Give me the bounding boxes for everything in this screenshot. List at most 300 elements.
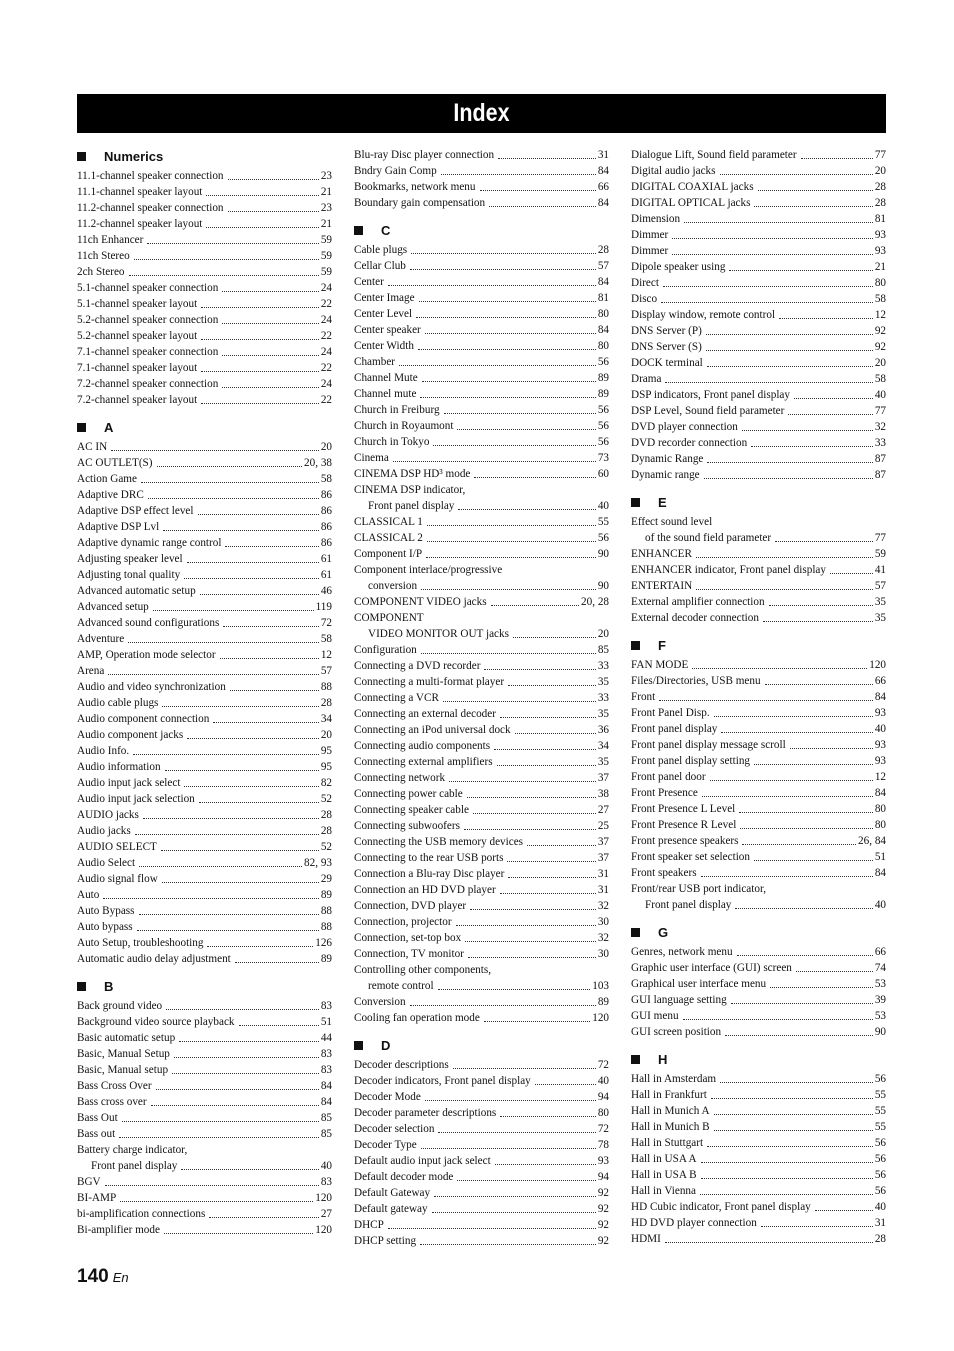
- entry-page: 53: [874, 978, 886, 990]
- entry-page: 28: [320, 697, 332, 709]
- entry-page: 30: [597, 916, 609, 928]
- dot-leader: [239, 1025, 319, 1026]
- dot-leader: [659, 700, 873, 701]
- index-entry: [354, 930, 609, 946]
- index-entry: [77, 1126, 332, 1142]
- index-entry: [354, 306, 609, 322]
- index-entry: [631, 562, 886, 578]
- dot-leader: [480, 190, 596, 191]
- entry-term: Church in Royaumont: [354, 420, 454, 432]
- dot-leader: [166, 1009, 319, 1010]
- entry-page: 51: [320, 1016, 332, 1028]
- dot-leader: [790, 748, 873, 749]
- entry-term: GUI language setting: [631, 994, 727, 1006]
- dot-leader: [796, 971, 873, 972]
- entry-page: 35: [874, 612, 886, 624]
- entry-term: Center Width: [354, 340, 414, 352]
- index-entry: [77, 1094, 332, 1110]
- dot-leader: [187, 562, 319, 563]
- entry-page: 80: [874, 819, 886, 831]
- entry-page: 82, 93: [304, 857, 332, 869]
- entry-term: ENTERTAIN: [631, 580, 693, 592]
- dot-leader: [714, 1130, 873, 1131]
- entry-page: 55: [874, 1105, 886, 1117]
- entry-page: 72: [597, 1059, 609, 1071]
- entry-page: 87: [874, 469, 886, 481]
- dot-leader: [739, 812, 873, 813]
- index-entry: [77, 1078, 332, 1094]
- dot-leader: [434, 1196, 596, 1197]
- entry-page: 92: [597, 1235, 609, 1247]
- entry-page: 33: [597, 692, 609, 704]
- dot-leader: [500, 893, 596, 894]
- dot-leader: [742, 844, 856, 845]
- entry-page: 58: [874, 293, 886, 305]
- entry-term: AMP, Operation mode selector: [77, 649, 216, 661]
- entry-term: Connecting subwoofers: [354, 820, 460, 832]
- entry-page: 58: [320, 633, 332, 645]
- index-entry: [354, 994, 609, 1010]
- dot-leader: [119, 1137, 319, 1138]
- entry-page: 53: [874, 1010, 886, 1022]
- index-entry: [631, 195, 886, 211]
- entry-page: 25: [597, 820, 609, 832]
- section-letter: F: [658, 637, 666, 653]
- entry-page: 35: [597, 708, 609, 720]
- entry-term: DNS Server (P): [631, 325, 702, 337]
- entry-term: Decoder Mode: [354, 1091, 421, 1103]
- index-entry: [631, 1024, 886, 1040]
- entry-term: conversion: [368, 580, 418, 592]
- dot-leader: [788, 414, 872, 415]
- entry-page: 40: [597, 500, 609, 512]
- entry-term: AC OUTLET(S): [77, 457, 153, 469]
- dot-leader: [696, 557, 873, 558]
- entry-page: 120: [315, 1192, 332, 1204]
- index-entry: [631, 1071, 886, 1087]
- entry-page: 40: [874, 389, 886, 401]
- index-entry: [354, 402, 609, 418]
- entry-term: of the sound field parameter: [645, 532, 772, 544]
- index-entry: [77, 1158, 332, 1174]
- dot-leader: [201, 403, 319, 404]
- dot-leader: [122, 1121, 319, 1122]
- entry-page: 83: [320, 1176, 332, 1188]
- dot-leader: [153, 610, 314, 611]
- dot-leader: [491, 605, 579, 606]
- dot-leader: [468, 957, 596, 958]
- entry-page: 20, 38: [304, 457, 332, 469]
- entry-term: 11.1-channel speaker layout: [77, 186, 203, 198]
- index-entry: [631, 403, 886, 419]
- dot-leader: [410, 1005, 596, 1006]
- entry-term: Arena: [77, 665, 105, 677]
- entry-term: ENHANCER: [631, 548, 692, 560]
- entry-page: 35: [597, 676, 609, 688]
- index-entry: [77, 1062, 332, 1078]
- entry-term: Front panel display: [91, 1160, 178, 1172]
- entry-page: 82: [320, 777, 332, 789]
- entry-page: 61: [320, 553, 332, 565]
- square-bullet-icon: [77, 982, 86, 991]
- index-entry: [77, 679, 332, 695]
- index-entry: [631, 960, 886, 976]
- index-entry: [354, 978, 609, 994]
- index-entry: [354, 354, 609, 370]
- index-entry: [631, 211, 886, 227]
- entry-page: 41: [874, 564, 886, 576]
- section-letter: E: [658, 494, 667, 510]
- entry-page: 95: [320, 761, 332, 773]
- square-bullet-icon: [631, 928, 640, 937]
- dot-leader: [181, 1169, 318, 1170]
- entry-term: 11.1-channel speaker connection: [77, 170, 224, 182]
- index-entry: [77, 248, 332, 264]
- dot-leader: [758, 190, 873, 191]
- index-entry: [77, 328, 332, 344]
- entry-page: 120: [315, 1224, 332, 1236]
- index-entry: [631, 323, 886, 339]
- dot-leader: [207, 946, 313, 947]
- entry-term: 7.2-channel speaker connection: [77, 378, 219, 390]
- dot-leader: [425, 333, 596, 334]
- entry-page: 34: [597, 740, 609, 752]
- entry-page: 60: [597, 468, 609, 480]
- dot-leader: [515, 733, 596, 734]
- dot-leader: [706, 334, 873, 335]
- entry-term: Basic automatic setup: [77, 1032, 176, 1044]
- entry-term: Adaptive DRC: [77, 489, 144, 501]
- index-entry: [354, 546, 609, 562]
- index-entry: [631, 1215, 886, 1231]
- dot-leader: [201, 339, 319, 340]
- entry-term: Default audio input jack select: [354, 1155, 491, 1167]
- entry-page: 56: [874, 1153, 886, 1165]
- entry-term: Adjusting tonal quality: [77, 569, 181, 581]
- entry-page: 80: [874, 277, 886, 289]
- entry-term: Audio signal flow: [77, 873, 158, 885]
- dot-leader: [206, 195, 318, 196]
- entry-page: 89: [320, 953, 332, 965]
- index-entry: [631, 594, 886, 610]
- entry-page: 84: [597, 276, 609, 288]
- index-entry: [631, 897, 886, 913]
- dot-leader: [484, 669, 595, 670]
- dot-leader: [720, 174, 873, 175]
- index-entry: [354, 1089, 609, 1105]
- dot-leader: [179, 1041, 319, 1042]
- index-entry: [77, 455, 332, 471]
- entry-page: 56: [874, 1169, 886, 1181]
- entry-page: 92: [874, 325, 886, 337]
- dot-leader: [779, 318, 873, 319]
- index-section: [77, 147, 332, 408]
- index-section: [631, 1050, 886, 1247]
- dot-leader: [701, 876, 873, 877]
- index-entry: [354, 466, 609, 482]
- dot-leader: [108, 674, 318, 675]
- index-section: [631, 923, 886, 1040]
- entry-page: 72: [320, 617, 332, 629]
- dot-leader: [148, 498, 319, 499]
- entry-term: HD DVD player connection: [631, 1217, 757, 1229]
- entry-page: 80: [597, 340, 609, 352]
- entry-term: Dynamic range: [631, 469, 700, 481]
- index-entry: [354, 1233, 609, 1249]
- index-entry: [77, 535, 332, 551]
- entry-term: Connecting network: [354, 772, 446, 784]
- entry-page: 23: [320, 202, 332, 214]
- entry-term: Configuration: [354, 644, 417, 656]
- index-column-3: [631, 147, 886, 1257]
- entry-page: 58: [320, 473, 332, 485]
- dot-leader: [223, 626, 319, 627]
- index-entry: [354, 1185, 609, 1201]
- dot-leader: [162, 882, 319, 883]
- index-entry: [77, 487, 332, 503]
- entry-term: Hall in Frankfurt: [631, 1089, 707, 1101]
- entry-term: Direct: [631, 277, 659, 289]
- index-entry: [77, 887, 332, 903]
- dot-leader: [105, 1185, 319, 1186]
- dot-leader: [484, 1021, 590, 1022]
- dot-leader: [135, 834, 319, 835]
- entry-page: 20: [320, 729, 332, 741]
- index-entry: [77, 1046, 332, 1062]
- entry-term: Cable plugs: [354, 244, 408, 256]
- entry-term: Boundary gain compensation: [354, 197, 486, 209]
- entry-page: 93: [874, 245, 886, 257]
- entry-page: 36: [597, 724, 609, 736]
- index-entry: [354, 594, 609, 610]
- dot-leader: [129, 275, 319, 276]
- entry-term: BGV: [77, 1176, 101, 1188]
- entry-term: Automatic audio delay adjustment: [77, 953, 231, 965]
- index-entry: [631, 467, 886, 483]
- entry-term: Hall in USA B: [631, 1169, 697, 1181]
- entry-page: 85: [320, 1128, 332, 1140]
- entry-page: 40: [320, 1160, 332, 1172]
- entry-page: 93: [597, 1155, 609, 1167]
- index-entry: [354, 370, 609, 386]
- dot-leader: [500, 1116, 596, 1117]
- index-entry: [354, 147, 609, 163]
- entry-term: Bookmarks, network menu: [354, 181, 476, 193]
- entry-page: 92: [597, 1187, 609, 1199]
- dot-leader: [535, 1084, 596, 1085]
- dot-leader: [458, 509, 595, 510]
- index-entry: [354, 1137, 609, 1153]
- index-entry: [631, 1008, 886, 1024]
- entry-page: 83: [320, 1000, 332, 1012]
- entry-page: 31: [597, 868, 609, 880]
- index-entry: [354, 578, 609, 594]
- entry-page: 92: [597, 1219, 609, 1231]
- entry-term: Chamber: [354, 356, 396, 368]
- dot-leader: [187, 738, 319, 739]
- entry-term: Connection a Blu-ray Disc player: [354, 868, 505, 880]
- entry-term: Hall in Munich A: [631, 1105, 710, 1117]
- index-entry: [631, 419, 886, 435]
- entry-term: 7.1-channel speaker layout: [77, 362, 198, 374]
- entry-term: Files/Directories, USB menu: [631, 675, 761, 687]
- entry-page: 56: [874, 1185, 886, 1197]
- entry-page: 92: [874, 341, 886, 353]
- index-entry: [354, 1121, 609, 1137]
- index-entry: [77, 951, 332, 967]
- entry-term: Hall in Vienna: [631, 1185, 696, 1197]
- entry-term: CLASSICAL 1: [354, 516, 423, 528]
- index-entry: [354, 514, 609, 530]
- entry-term: Front panel display: [645, 899, 732, 911]
- entry-page: 56: [874, 1073, 886, 1085]
- entry-term: Front panel display: [368, 500, 455, 512]
- dot-leader: [497, 765, 596, 766]
- entry-page: 32: [874, 421, 886, 433]
- dot-leader: [141, 482, 319, 483]
- dot-leader: [692, 668, 867, 669]
- index-entry: [631, 1167, 886, 1183]
- section-heading: [631, 923, 886, 941]
- dot-leader: [198, 514, 319, 515]
- entry-page: 37: [597, 836, 609, 848]
- entry-page: 26, 84: [858, 835, 886, 847]
- entry-page: 57: [320, 665, 332, 677]
- index-entry: [631, 769, 886, 785]
- dot-leader: [707, 462, 872, 463]
- dot-leader: [830, 573, 873, 574]
- dot-leader: [157, 466, 303, 467]
- entry-term: remote control: [368, 980, 434, 992]
- index-entry: [354, 754, 609, 770]
- dot-leader: [470, 909, 596, 910]
- entry-page: 84: [874, 867, 886, 879]
- dot-leader: [174, 1057, 319, 1058]
- dot-leader: [672, 238, 873, 239]
- entry-page: 28: [874, 181, 886, 193]
- index-entry: [77, 312, 332, 328]
- entry-term: Display window, remote control: [631, 309, 776, 321]
- dot-leader: [416, 317, 596, 318]
- language-code: En: [112, 1270, 129, 1285]
- entry-page: 77: [874, 149, 886, 161]
- dot-leader: [438, 1132, 595, 1133]
- dot-leader: [721, 732, 872, 733]
- entry-page: 84: [320, 1080, 332, 1092]
- entry-page: 86: [320, 537, 332, 549]
- entry-page: 120: [869, 659, 886, 671]
- entry-page: 55: [874, 1089, 886, 1101]
- index-entry: [631, 355, 886, 371]
- dot-leader: [707, 1146, 873, 1147]
- dot-leader: [707, 366, 873, 367]
- dot-leader: [701, 1178, 873, 1179]
- dot-leader: [735, 908, 872, 909]
- dot-leader: [222, 355, 318, 356]
- dot-leader: [388, 1228, 596, 1229]
- entry-page: 84: [597, 324, 609, 336]
- dot-leader: [228, 179, 319, 180]
- entry-page: 84: [874, 787, 886, 799]
- entry-term: Audio input jack selection: [77, 793, 195, 805]
- dot-leader: [156, 1089, 319, 1090]
- index-entry: [77, 439, 332, 455]
- entry-term: Front Presence: [631, 787, 698, 799]
- dot-leader: [161, 850, 319, 851]
- entry-term: Connection, set-top box: [354, 932, 462, 944]
- entry-term: CLASSICAL 2: [354, 532, 423, 544]
- dot-leader: [222, 291, 318, 292]
- entry-term: Cooling fan operation mode: [354, 1012, 480, 1024]
- entry-page: 55: [597, 516, 609, 528]
- entry-page: 56: [597, 420, 609, 432]
- entry-term: Connection an HD DVD player: [354, 884, 496, 896]
- index-entry: [354, 242, 609, 258]
- entry-term: Hall in USA A: [631, 1153, 697, 1165]
- entry-page: 22: [320, 394, 332, 406]
- entry-term: bi-amplification connections: [77, 1208, 206, 1220]
- page-footer: [77, 1266, 129, 1288]
- dot-leader: [432, 1212, 596, 1213]
- dot-leader: [139, 866, 302, 867]
- index-entry: [631, 657, 886, 673]
- entry-page: 86: [320, 521, 332, 533]
- entry-page: 120: [592, 1012, 609, 1024]
- dot-leader: [139, 914, 319, 915]
- entry-page: 93: [874, 229, 886, 241]
- dot-leader: [457, 429, 595, 430]
- entry-page: 66: [597, 181, 609, 193]
- entry-term: Front speakers: [631, 867, 697, 879]
- entry-term: Dialogue Lift, Sound field parameter: [631, 149, 797, 161]
- dot-leader: [729, 270, 872, 271]
- entry-page: 34: [320, 713, 332, 725]
- entry-term: Auto: [77, 889, 100, 901]
- entry-page: 20: [874, 357, 886, 369]
- dot-leader: [164, 1233, 313, 1234]
- entry-page: 33: [597, 660, 609, 672]
- index-entry: [77, 903, 332, 919]
- entry-term: 5.1-channel speaker layout: [77, 298, 198, 310]
- entry-page: 95: [320, 745, 332, 757]
- index-entry: [77, 567, 332, 583]
- index-entry: [77, 216, 332, 232]
- entry-term: 5.1-channel speaker connection: [77, 282, 219, 294]
- index-entry: [77, 1222, 332, 1238]
- index-entry: [354, 914, 609, 930]
- dot-leader: [500, 717, 596, 718]
- dot-leader: [143, 818, 319, 819]
- entry-term: 5.2-channel speaker connection: [77, 314, 219, 326]
- index-entry: [631, 1231, 886, 1247]
- entry-page: 59: [320, 266, 332, 278]
- dot-leader: [754, 764, 873, 765]
- square-bullet-icon: [354, 226, 363, 235]
- entry-term: AUDIO jacks: [77, 809, 139, 821]
- index-entry: [77, 615, 332, 631]
- index-entry: [77, 647, 332, 663]
- square-bullet-icon: [77, 423, 86, 432]
- entry-term: DOCK terminal: [631, 357, 703, 369]
- entry-term: Graphic user interface (GUI) screen: [631, 962, 792, 974]
- entry-term: Conversion: [354, 996, 406, 1008]
- index-entry: [354, 834, 609, 850]
- entry-term: Connecting power cable: [354, 788, 463, 800]
- dot-leader: [704, 478, 873, 479]
- dot-leader: [765, 684, 873, 685]
- dot-leader: [425, 1100, 596, 1101]
- index-entry: [354, 338, 609, 354]
